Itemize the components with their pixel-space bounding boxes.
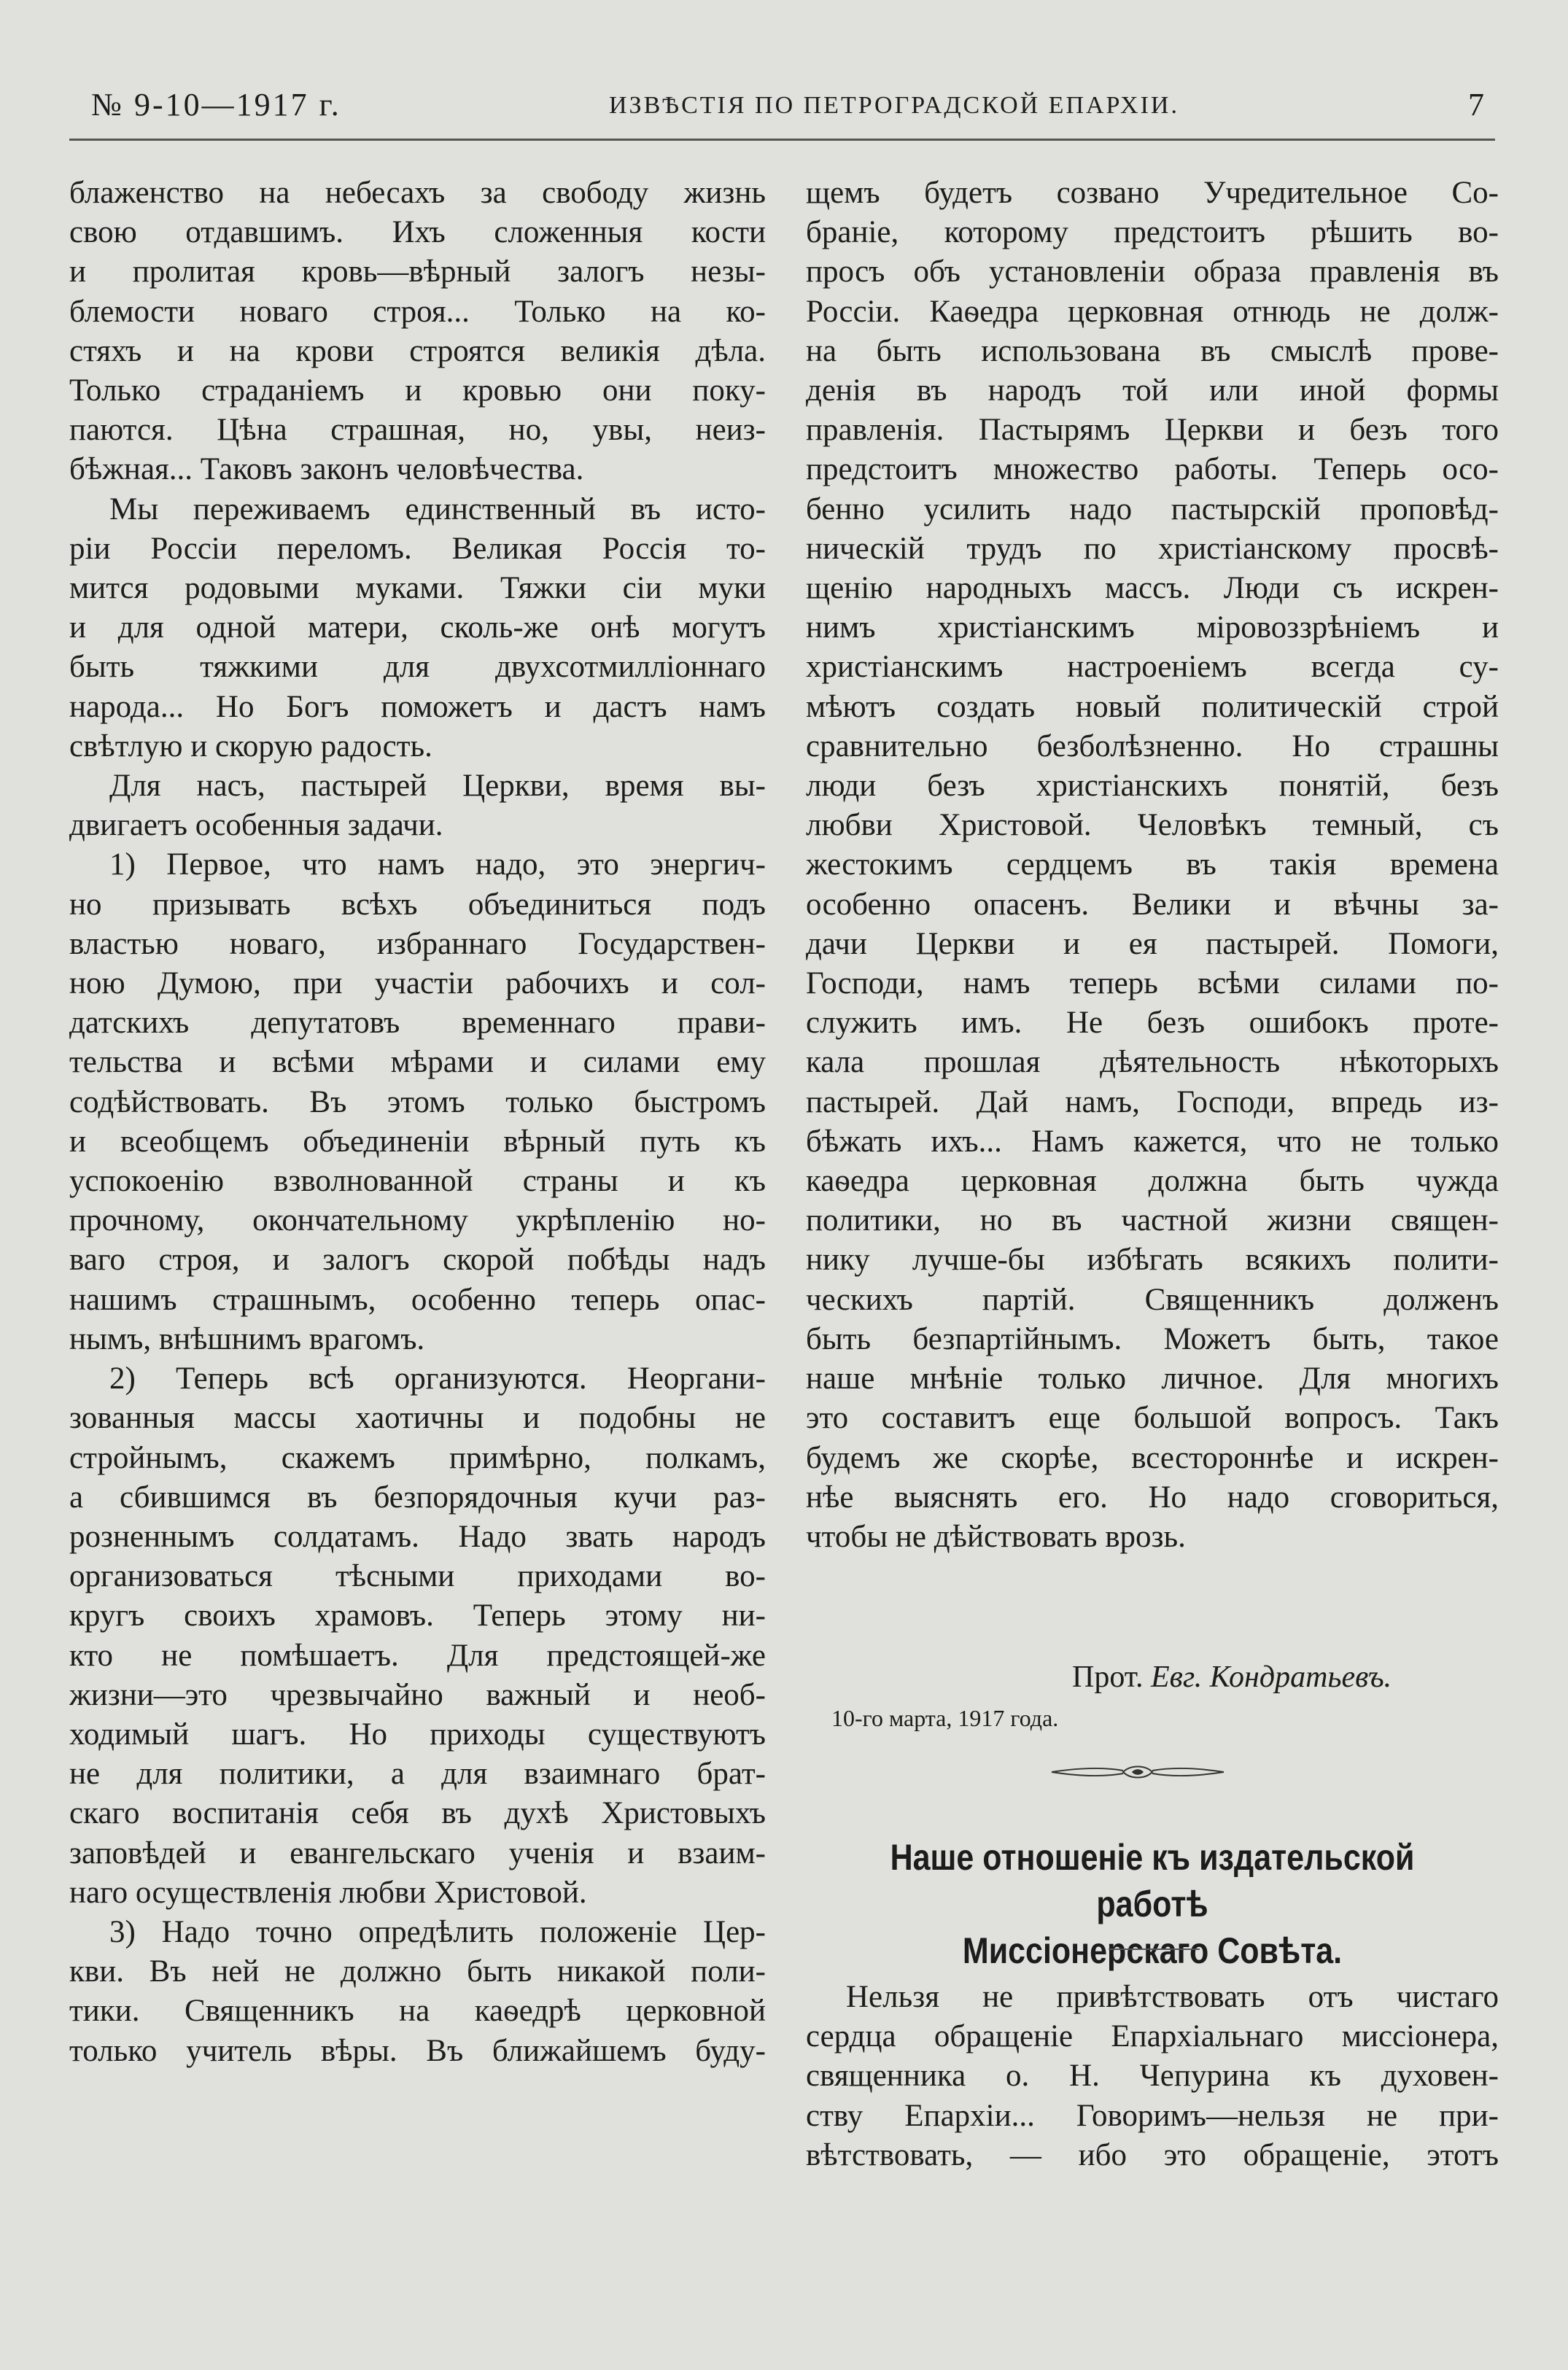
text-line: а сбившимся въ безпорядочныя кучи раз- [69,1480,766,1515]
text-line: предстоитъ множество работы. Теперь осо- [806,452,1499,487]
page-header [69,86,1491,130]
text-line: свѣтлую и скорую радость. [69,729,432,764]
text-line: 2) Теперь всѣ организуются. Неоргани- [109,1361,766,1396]
text-line: на быть использована въ смыслѣ прове- [806,333,1499,368]
text-line: бѣжать ихъ... Намъ кажется, что не только [806,1124,1499,1159]
text-line: стройнымъ, скажемъ примѣрно, полкамъ, [69,1440,766,1475]
text-line: люди безъ христіанскихъ понятій, безъ [806,769,1499,804]
signature-prefix: Прот. [1072,1660,1144,1694]
text-line: Господи, намъ теперь всѣми силами по- [806,966,1499,1001]
text-line: Россіи. Каѳедра церковная отнюдь не долж- [806,294,1499,329]
text-line: чтобы не дѣйствовать врозь. [806,1519,1186,1554]
text-line: 3) Надо точно опредѣлить положеніе Цер- [109,1914,766,1949]
text-line: сравнительно безболѣзненно. Но страшны [806,729,1499,764]
text-line: зованныя массы хаотичны и подобны не [69,1401,766,1436]
text-line: нѣе выяснять его. Но надо сговориться, [806,1480,1499,1515]
text-line: жизни—это чрезвычайно важный и необ- [69,1677,766,1712]
article-title-line-1: Наше отношеніе къ издательской работѣ [890,1837,1415,1924]
text-line: скаго воспитанія себя въ духѣ Христовыхъ [69,1796,766,1831]
text-line: просъ объ установленіи образа правленія въ [806,255,1499,290]
text-line: розненнымъ солдатамъ. Надо звать народъ [69,1519,766,1554]
text-line: бенно усилить надо пастырскій проповѣд- [806,492,1499,527]
text-line: не для политики, а для взаимнаго брат- [69,1757,766,1792]
text-line: нику лучше-бы избѣгать всякихъ полити- [806,1243,1499,1278]
text-line: кто не помѣшаетъ. Для предстоящей-же [69,1638,766,1673]
text-line: священника о. Н. Чепурина къ духовен- [806,2059,1499,2094]
text-line: и всеобщемъ объединеніи вѣрный путь къ [69,1124,766,1159]
text-line: ваго строя, и залогъ скорой побѣды надъ [69,1243,766,1278]
text-line: ническій трудъ по христіанскому просвѣ- [806,531,1499,566]
text-line: ною Думою, при участіи рабочихъ и сол- [69,966,766,1001]
header-rule [69,139,1495,141]
text-line: властью новаго, избраннаго Государствен- [69,926,766,961]
text-line: будемъ же скорѣе, всестороннѣе и искрен- [806,1440,1499,1475]
text-line: нашимъ страшнымъ, особенно теперь опас- [69,1282,766,1317]
text-line: и пролитая кровь—вѣрный залогъ незы- [69,255,766,290]
text-line: кругъ своихъ храмовъ. Теперь этому ни- [69,1598,766,1633]
text-line: паются. Цѣна страшная, но, увы, неиз- [69,413,766,448]
text-line: и для одной матери, сколь-же онѣ могутъ [69,610,766,645]
text-line: Мы переживаемъ единственный въ исто- [109,492,766,527]
signature [1072,1660,1392,1695]
text-line: заповѣдей и евангельскаго ученія и взаим- [69,1835,766,1870]
text-line: мѣютъ создать новый политическій строй [806,689,1499,724]
left-column [69,174,766,2071]
text-line: тики. Священникъ на каѳедрѣ церковной [69,1994,766,2029]
article-title [855,1834,1451,1974]
text-line: щемъ будетъ созвано Учредительное Со- [806,176,1499,210]
page-number: 7 [1468,87,1484,123]
text-line: Только страданіемъ и кровью они поку- [69,373,766,408]
text-line: содѣйствовать. Въ этомъ только быстромъ [69,1084,766,1119]
text-line: христіанскимъ настроеніемъ всегда су- [806,650,1499,685]
text-line: прочному, окончательному укрѣпленію но- [69,1203,766,1238]
text-line: народа... Но Богъ поможетъ и дастъ намъ [69,689,766,724]
text-line: дачи Церкви и ея пастырей. Помоги, [806,926,1499,961]
text-line: щенію народныхъ массъ. Люди съ искрен- [806,571,1499,606]
text-line: тельства и всѣми мѣрами и силами ему [69,1045,766,1080]
right-column [806,174,1499,1557]
text-line: политики, но въ частной жизни священ- [806,1203,1499,1238]
text-line: нимъ христіанскимъ міровоззрѣніемъ и [806,610,1499,645]
text-line: датскихъ депутатовъ временнаго прави- [69,1006,766,1041]
signature-name: Евг. Кондратьевъ. [1150,1660,1392,1694]
text-line: ходимый шагъ. Но приходы существуютъ [69,1717,766,1752]
text-line: это составитъ еще большой вопросъ. Такъ [806,1401,1499,1436]
ornament-divider [1050,1761,1225,1783]
text-line: блаженство на небесахъ за свободу жизнь [69,176,766,210]
text-line: кала прошлая дѣятельность нѣкоторыхъ [806,1045,1499,1080]
text-line: только учитель вѣры. Въ ближайшемъ буду- [69,2033,766,2068]
issue-number: № 9-10—1917 г. [91,87,341,123]
article-title-line-2: Миссіонерскаго Совѣта. [962,1930,1343,1971]
text-line: ству Епархіи... Говоримъ—нельзя не при- [806,2098,1499,2133]
text-line: наго осуществленія любви Христовой. [69,1875,587,1910]
text-line: быть тяжкими для двухсотмилліоннаго [69,650,766,685]
text-line: свою отдавшимъ. Ихъ сложенныя кости [69,215,766,250]
text-line: блемости новаго строя... Только на ко- [69,294,766,329]
text-line: стяхъ и на крови строятся великія дѣла. [69,333,766,368]
text-line: наше мнѣніе только личное. Для многихъ [806,1361,1499,1396]
text-line: двигаетъ особенныя задачи. [69,808,443,843]
text-line: денія въ народъ той или иной формы [806,373,1499,408]
text-line: ріи Россіи переломъ. Великая Россія то- [69,531,766,566]
journal-title: ИЗВѢСТІЯ ПО ПЕТРОГРАДСКОЙ ЕПАРХІИ. [609,92,1179,119]
text-line: браніе, которому предстоитъ рѣшить во- [806,215,1499,250]
text-line: служить имъ. Не безъ ошибокъ проте- [806,1006,1499,1041]
text-line: особенно опасенъ. Велики и вѣчны за- [806,887,1499,922]
text-line: организоваться тѣсными приходами во- [69,1559,766,1594]
text-line: но призывать всѣхъ объединиться подъ [69,887,766,922]
text-line: Для насъ, пастырей Церкви, время вы- [109,769,766,804]
text-line: 1) Первое, что намъ надо, это энергич- [109,847,766,882]
text-line: жестокимъ сердцемъ въ такія времена [806,847,1499,882]
text-line: вѣтствовать, — ибо это обращеніе, этотъ [806,2137,1499,2172]
text-line: Нельзя не привѣтствовать отъ чистаго [846,1980,1499,2014]
text-line: правленія. Пастырямъ Церкви и безъ того [806,413,1499,448]
date-line: 10-го марта, 1917 года. [831,1705,1059,1731]
text-line: пастырей. Дай намъ, Господи, впредь из- [806,1084,1499,1119]
text-line: нымъ, внѣшнимъ врагомъ. [69,1321,425,1356]
text-line: каѳедра церковная должна быть чужда [806,1164,1499,1199]
text-line: мится родовыми муками. Тяжки сіи муки [69,571,766,606]
text-line: сердца обращеніе Епархіальнаго миссіонера, [806,2019,1499,2054]
text-line: кви. Въ ней не должно быть никакой поли- [69,1954,766,1989]
title-rule [1109,1949,1200,1950]
text-line: любви Христовой. Человѣкъ темный, съ [806,808,1499,843]
text-line: успокоенію взволнованной страны и къ [69,1164,766,1199]
text-line: бѣжная... Таковъ законъ человѣчества. [69,452,584,487]
article-body [806,1978,1499,2175]
text-line: ческихъ партій. Священникъ долженъ [806,1282,1499,1317]
text-line: быть безпартійнымъ. Можетъ быть, такое [806,1321,1499,1356]
